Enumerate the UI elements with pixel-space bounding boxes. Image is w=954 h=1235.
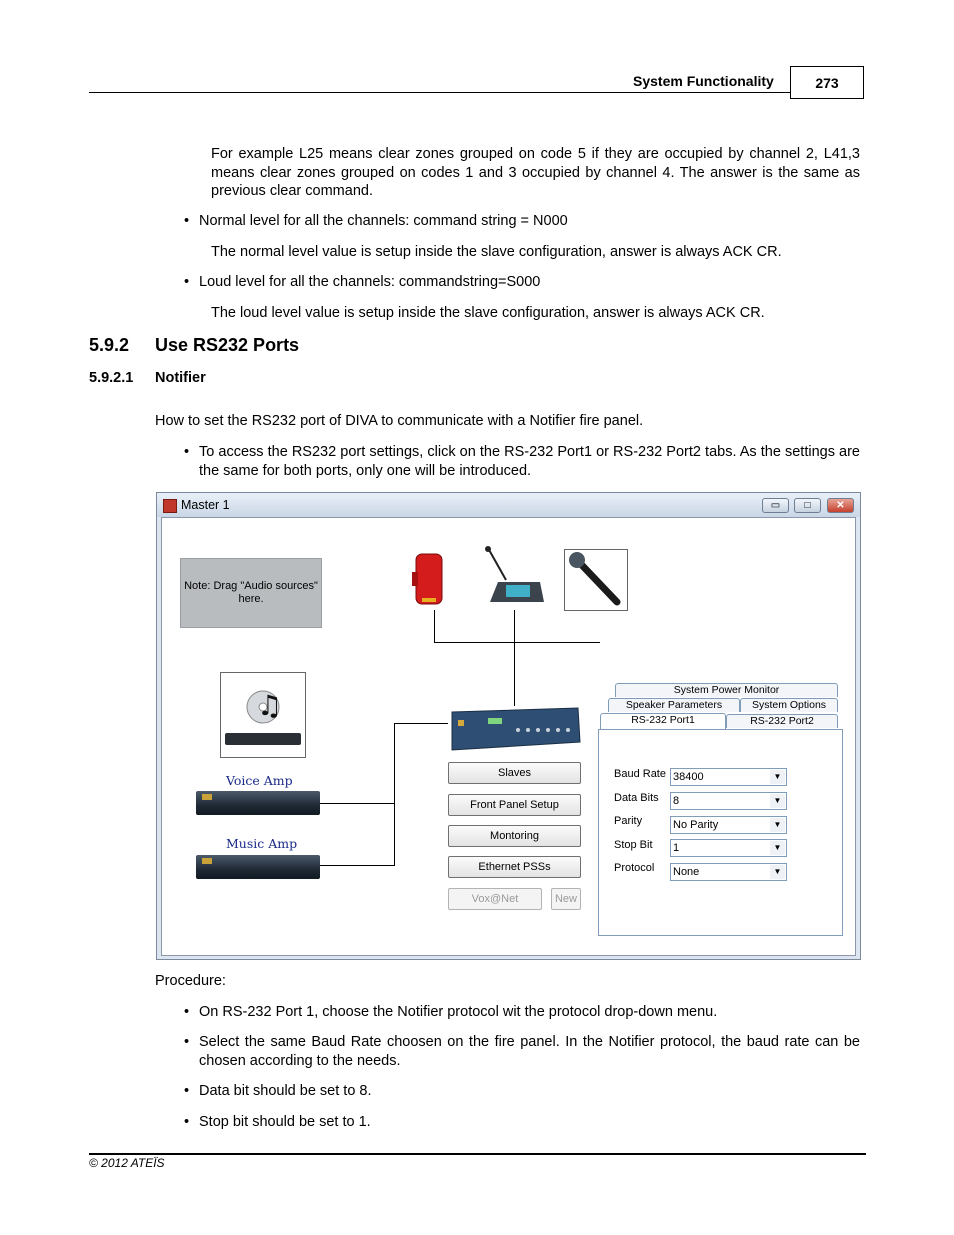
cd-player-icon[interactable]: [221, 673, 305, 757]
window-titlebar: [157, 493, 860, 517]
tab-rs232-port2[interactable]: RS-232 Port2: [726, 714, 838, 728]
minimize-icon[interactable]: ▭: [762, 498, 789, 513]
header-rule: [89, 92, 791, 93]
protocol-value: None: [673, 866, 700, 878]
tab-speaker-parameters[interactable]: Speaker Parameters: [608, 698, 740, 712]
bullet-dot: •: [184, 274, 190, 290]
stop-bit-select[interactable]: [670, 839, 787, 857]
music-amp-label: Music Amp: [226, 836, 298, 851]
baud-rate-select[interactable]: [670, 768, 787, 786]
vox-net-button[interactable]: Vox@Net: [448, 888, 542, 910]
bullet-text: Select the same Baud Rate choosen on the fire panel. In the Notifier protocol, the baud rate can be chosen according to the needs.: [199, 1034, 860, 1069]
tab-system-power-monitor[interactable]: System Power Monitor: [615, 683, 838, 697]
section-title: Use RS232 Ports: [155, 335, 300, 355]
stop-bit-label: Stop Bit: [614, 839, 653, 851]
chevron-down-icon[interactable]: ▼: [770, 841, 785, 855]
intro-paragraph: How to set the RS232 port of DIVA to communicate with a Notifier fire panel.: [155, 413, 644, 429]
bullet-text: Data bit should be set to 8.: [199, 1083, 372, 1099]
diva-master-unit-icon[interactable]: [448, 706, 582, 754]
front-panel-setup-button[interactable]: Front Panel Setup: [448, 794, 581, 816]
stop-bit-value: 1: [673, 842, 680, 854]
running-header-title: System Functionality: [633, 73, 774, 89]
normal-level-paragraph: The normal level value is setup inside the slave configuration, answer is always ACK CR.: [211, 244, 782, 260]
loud-level-paragraph: The loud level value is setup inside the slave configuration, answer is always ACK CR.: [211, 305, 765, 321]
bullet-text: Loud level for all the channels: commandstring=S000: [199, 274, 541, 290]
chevron-down-icon[interactable]: ▼: [770, 794, 785, 808]
wire: [434, 610, 435, 642]
procedure-step: [184, 1003, 860, 1022]
parity-label: Parity: [614, 815, 643, 827]
microphone-icon[interactable]: [565, 550, 627, 610]
window-title: Master 1: [181, 498, 230, 512]
page-number: 273: [790, 66, 864, 99]
wire: [394, 723, 395, 865]
baud-rate-label: Baud Rate: [614, 768, 666, 780]
wire: [394, 723, 448, 724]
procedure-step: [184, 1082, 860, 1101]
master-window-screenshot: [156, 492, 861, 960]
procedure-step: [184, 1033, 860, 1070]
voice-amp-label: Voice Amp: [226, 773, 293, 788]
protocol-select[interactable]: [670, 863, 787, 881]
rs232-port1-panel: [598, 729, 843, 936]
copyright: © 2012 ATEÏS: [89, 1156, 165, 1170]
bullet-text: Normal level for all the channels: command string = N000: [199, 213, 568, 229]
chevron-down-icon[interactable]: ▼: [770, 770, 785, 784]
footer-rule: [89, 1153, 866, 1155]
wire: [434, 642, 600, 643]
subsection-title: Notifier: [155, 370, 206, 386]
close-icon[interactable]: ✕: [827, 498, 854, 513]
app-icon: [163, 499, 177, 513]
bullet-dot: •: [184, 1004, 190, 1020]
parity-select[interactable]: [670, 816, 787, 834]
bullet-text: To access the RS232 port settings, click on the RS-232 Port1 or RS-232 Port2 tabs. As the settings are the same for both ports, only one will be introduced.: [199, 444, 860, 479]
bullet-text: Stop bit should be set to 1.: [199, 1114, 371, 1130]
ethernet-psss-button[interactable]: Ethernet PSSs: [448, 856, 581, 878]
subsection-number: 5.9.2.1: [89, 370, 134, 386]
audio-sources-note[interactable]: Note: Drag "Audio sources" here.: [180, 558, 322, 628]
wire: [320, 865, 395, 866]
bullet-dot: •: [184, 1083, 190, 1099]
bullet-normal-level: [184, 212, 859, 231]
procedure-step: [184, 1113, 860, 1132]
window-client-area: [161, 517, 856, 956]
baud-rate-value: 38400: [673, 771, 704, 783]
new-button[interactable]: New: [551, 888, 581, 910]
wire: [514, 610, 515, 706]
section-number: 5.9.2: [89, 335, 130, 355]
tab-rs232-port1[interactable]: RS-232 Port1: [600, 713, 726, 729]
bullet-dot: •: [184, 444, 190, 460]
paging-console-icon[interactable]: [484, 546, 546, 606]
bullet-dot: •: [184, 213, 190, 229]
maximize-icon[interactable]: □: [794, 498, 821, 513]
protocol-label: Protocol: [614, 862, 655, 874]
procedure-label: Procedure:: [155, 973, 226, 989]
svg-text:♫: ♫: [257, 689, 283, 722]
bullet-access: [184, 443, 860, 480]
fire-bell-icon[interactable]: [408, 550, 448, 610]
data-bits-value: 8: [673, 795, 680, 807]
slaves-button[interactable]: Slaves: [448, 762, 581, 784]
tab-system-options[interactable]: System Options: [740, 698, 838, 712]
voice-amp-icon[interactable]: [196, 791, 320, 815]
monitoring-button[interactable]: Montoring: [448, 825, 581, 847]
data-bits-label: Data Bits: [614, 792, 659, 804]
cd-player-frame: [220, 672, 306, 758]
music-amp-icon[interactable]: [196, 855, 320, 879]
chevron-down-icon[interactable]: ▼: [770, 865, 785, 879]
parity-value: No Parity: [673, 819, 719, 831]
data-bits-select[interactable]: [670, 792, 787, 810]
example-paragraph: For example L25 means clear zones grouped on code 5 if they are occupied by channel 2, L41,3 means clear zones grouped on codes 1 and 3 occupied by channel 4. The answer is the same as previous clear command.: [211, 146, 860, 199]
bullet-text: On RS-232 Port 1, choose the Notifier protocol wit the protocol drop-down menu.: [199, 1004, 718, 1020]
bullet-dot: •: [184, 1114, 190, 1130]
wire: [320, 803, 395, 804]
microphone-frame: [564, 549, 628, 611]
bullet-dot: •: [184, 1034, 190, 1050]
chevron-down-icon[interactable]: ▼: [770, 818, 785, 832]
bullet-loud-level: [184, 273, 859, 292]
